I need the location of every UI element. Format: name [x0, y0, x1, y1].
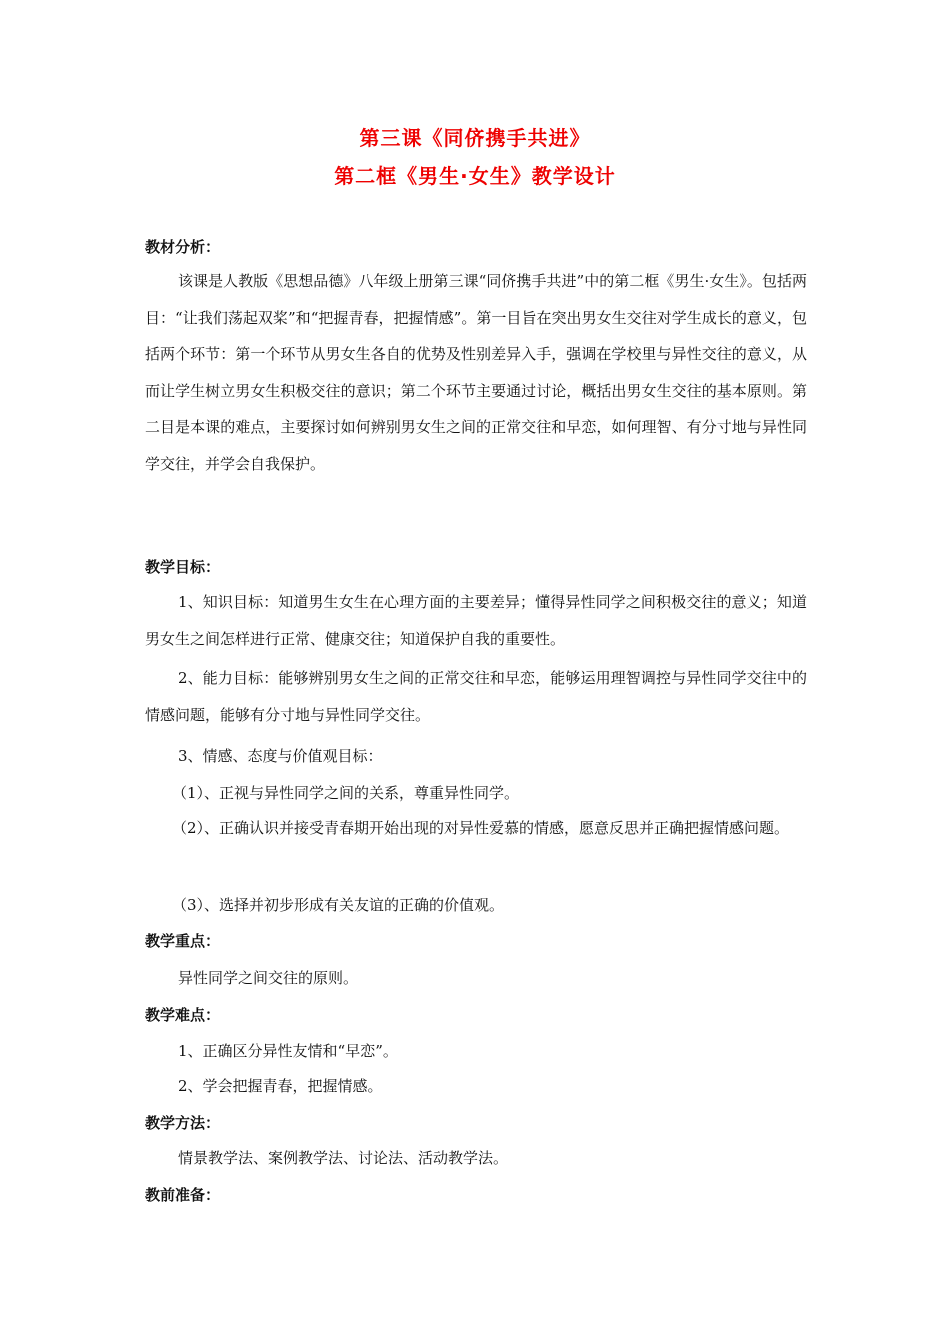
- analysis-paragraph: 该课是人教版《思想品德》八年级上册第三课“同侪携手共进”中的第二框《男生·女生》。包括两目：“让我们荡起双桨”和“把握青春，把握情感”。第一目旨在突出男女生交往对学生成长的意义，包括两个环节：第一个环节从男女生各自的优势及性别差异入手，强调在学校里与异性交往的意义，从而让学生树立男女生积极交往的意识；第二个环节主要通过讨论，概括出男女生交往的基本原则。第二目是本课的难点，主要探讨如何辨别男女生之间的正常交往和早恋，如何理智、有分寸地与异性同学交往，并学会自我保护。: [145, 272, 807, 473]
- document-title: 第三课《同侪携手共进》: [359, 126, 591, 150]
- emotion-goal-item-2: （2）、正确认识并接受青春期开始出现的对异性爱慕的情感，愿意反思并正确把握情感问题。: [172, 819, 790, 837]
- emotion-goal-title: 3、情感、态度与价值观目标：: [178, 747, 383, 765]
- preparation-heading: 教前准备：: [145, 1186, 221, 1204]
- methods-heading: 教学方法：: [145, 1114, 221, 1132]
- difficulty-item-1: 1、正确区分异性友情和“早恋”。: [178, 1042, 398, 1060]
- difficulty-heading: 教学难点：: [145, 1006, 221, 1024]
- key-point-heading: 教学重点：: [145, 932, 221, 950]
- document-subtitle: 第二框《男生·女生》教学设计: [334, 164, 616, 188]
- emotion-goal-item-3: （3）、选择并初步形成有关友谊的正确的价值观。: [172, 896, 505, 914]
- knowledge-goal: 1、知识目标：知道男生女生在心理方面的主要差异；懂得异性同学之间积极交往的意义；知道男女生之间怎样进行正常、健康交往；知道保护自我的重要性。: [145, 593, 807, 648]
- difficulty-item-2: 2、学会把握青春，把握情感。: [178, 1077, 383, 1095]
- emotion-goal-item-1: （1）、正视与异性同学之间的关系，尊重异性同学。: [172, 784, 520, 802]
- methods-text: 情景教学法、案例教学法、讨论法、活动教学法。: [178, 1149, 509, 1167]
- ability-goal: 2、能力目标：能够辨别男女生之间的正常交往和早恋，能够运用理智调控与异性同学交往中的情感问题，能够有分寸地与异性同学交往。: [145, 669, 807, 724]
- goals-heading: 教学目标：: [145, 558, 221, 576]
- key-point-text: 异性同学之间交往的原则。: [178, 969, 359, 987]
- analysis-heading: 教材分析：: [145, 238, 221, 256]
